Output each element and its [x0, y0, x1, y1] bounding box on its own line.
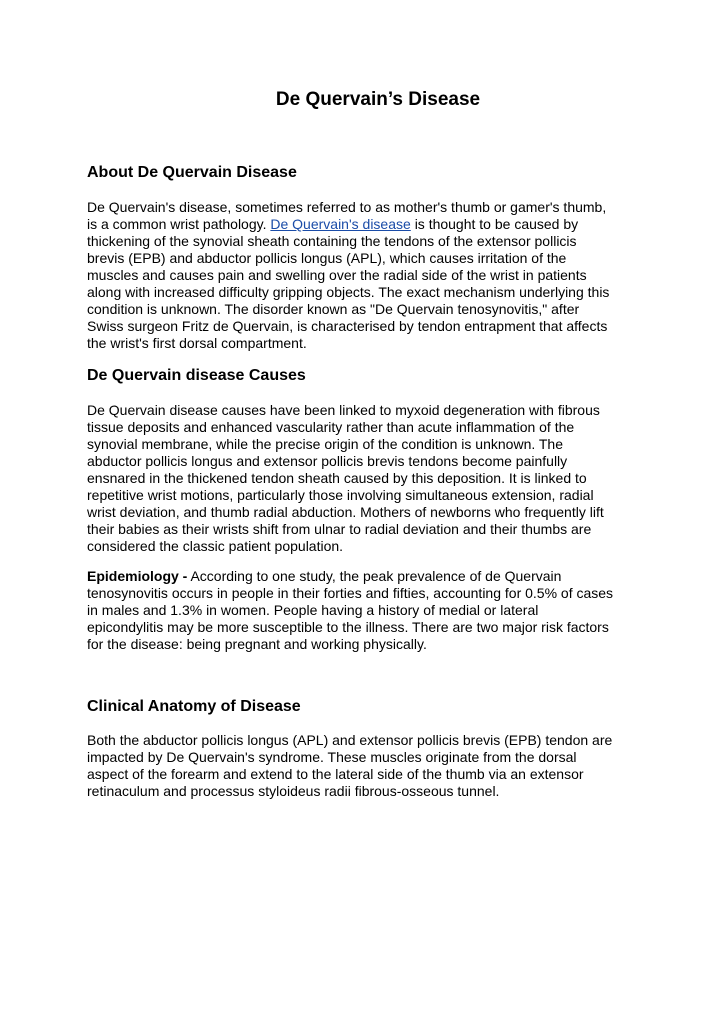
text-line: Both the abductor pollicis longus (APL) and extensor pollicis brevis (EPB) tendon are — [87, 732, 613, 748]
text-line: thickening of the synovial sheath containing the tendons of the extensor pollicis — [87, 233, 577, 249]
section-heading-causes: De Quervain disease Causes — [87, 367, 306, 384]
text-line: condition is unknown. The disorder known as "De Quervain tenosynovitis," after — [87, 301, 580, 317]
text-line: tissue deposits and enhanced vascularity rather than acute inflammation of the — [87, 419, 575, 435]
text-line: in males and 1.3% in women. People having a history of medial or lateral — [87, 602, 539, 618]
de-quervain-disease-link[interactable]: De Quervain's disease — [270, 216, 411, 232]
text-line: the wrist's first dorsal compartment. — [87, 335, 307, 351]
text-line: aspect of the forearm and extend to the lateral side of the thumb via an extensor — [87, 766, 584, 782]
text-line: ensnared in the thickened tendon sheath caused by this deposition. It is linked to — [87, 470, 587, 486]
text-line: along with increased difficulty gripping objects. The exact mechanism underlying this — [87, 284, 610, 300]
epidemiology-label: Epidemiology - — [87, 568, 188, 584]
text-line: Swiss surgeon Fritz de Quervain, is characterised by tendon entrapment that affects — [87, 318, 608, 334]
text-line: De Quervain's disease, sometimes referred to as mother's thumb or gamer's thumb, — [87, 199, 607, 215]
text-fragment: is thought to be caused by — [414, 216, 579, 232]
text-line: muscles and causes pain and swelling over the radial side of the wrist in patients — [87, 267, 587, 283]
paragraph-anatomy — [87, 732, 612, 800]
text-line: De Quervain disease causes have been linked to myxoid degeneration with fibrous — [87, 402, 600, 418]
text-line: retinaculum and processus styloideus radii fibrous-osseous tunnel. — [87, 783, 500, 799]
text-line: repetitive wrist motions, particularly those involving simultaneous extension, radial — [87, 487, 594, 503]
text-line: their babies as their wrists shift from ulnar to radial deviation and their thumbs are — [87, 521, 592, 537]
text-line: abductor pollicis longus and extensor pollicis brevis tendons become painfully — [87, 453, 568, 469]
text-line: epicondylitis may be more susceptible to the illness. There are two major risk factors — [87, 619, 609, 635]
text-line — [87, 568, 613, 585]
section-heading-anatomy: Clinical Anatomy of Disease — [87, 698, 301, 715]
text-line — [87, 216, 609, 233]
text-line: impacted by De Quervain's syndrome. These muscles originate from the dorsal — [87, 749, 577, 765]
paragraph-epidemiology — [87, 568, 613, 653]
paragraph-about — [87, 199, 609, 352]
text-line: considered the classic patient population. — [87, 538, 344, 554]
text-line: wrist deviation, and thumb radial abduction. Mothers of newborns who frequently lift — [87, 504, 604, 520]
text-fragment: According to one study, the peak prevalence of de Quervain — [190, 568, 562, 584]
section-heading-about: About De Quervain Disease — [87, 164, 297, 181]
text-line: synovial membrane, while the precise origin of the condition is unknown. The — [87, 436, 563, 452]
text-line: for the disease: being pregnant and working physically. — [87, 636, 427, 652]
text-line: tenosynovitis occurs in people in their forties and fifties, accounting for 0.5% of cases — [87, 585, 614, 601]
text-fragment: is a common wrist pathology. — [87, 216, 267, 232]
paragraph-causes — [87, 402, 604, 555]
document-title: De Quervain’s Disease — [275, 89, 481, 110]
text-line: brevis (EPB) and abductor pollicis longus (APL), which causes irritation of the — [87, 250, 567, 266]
